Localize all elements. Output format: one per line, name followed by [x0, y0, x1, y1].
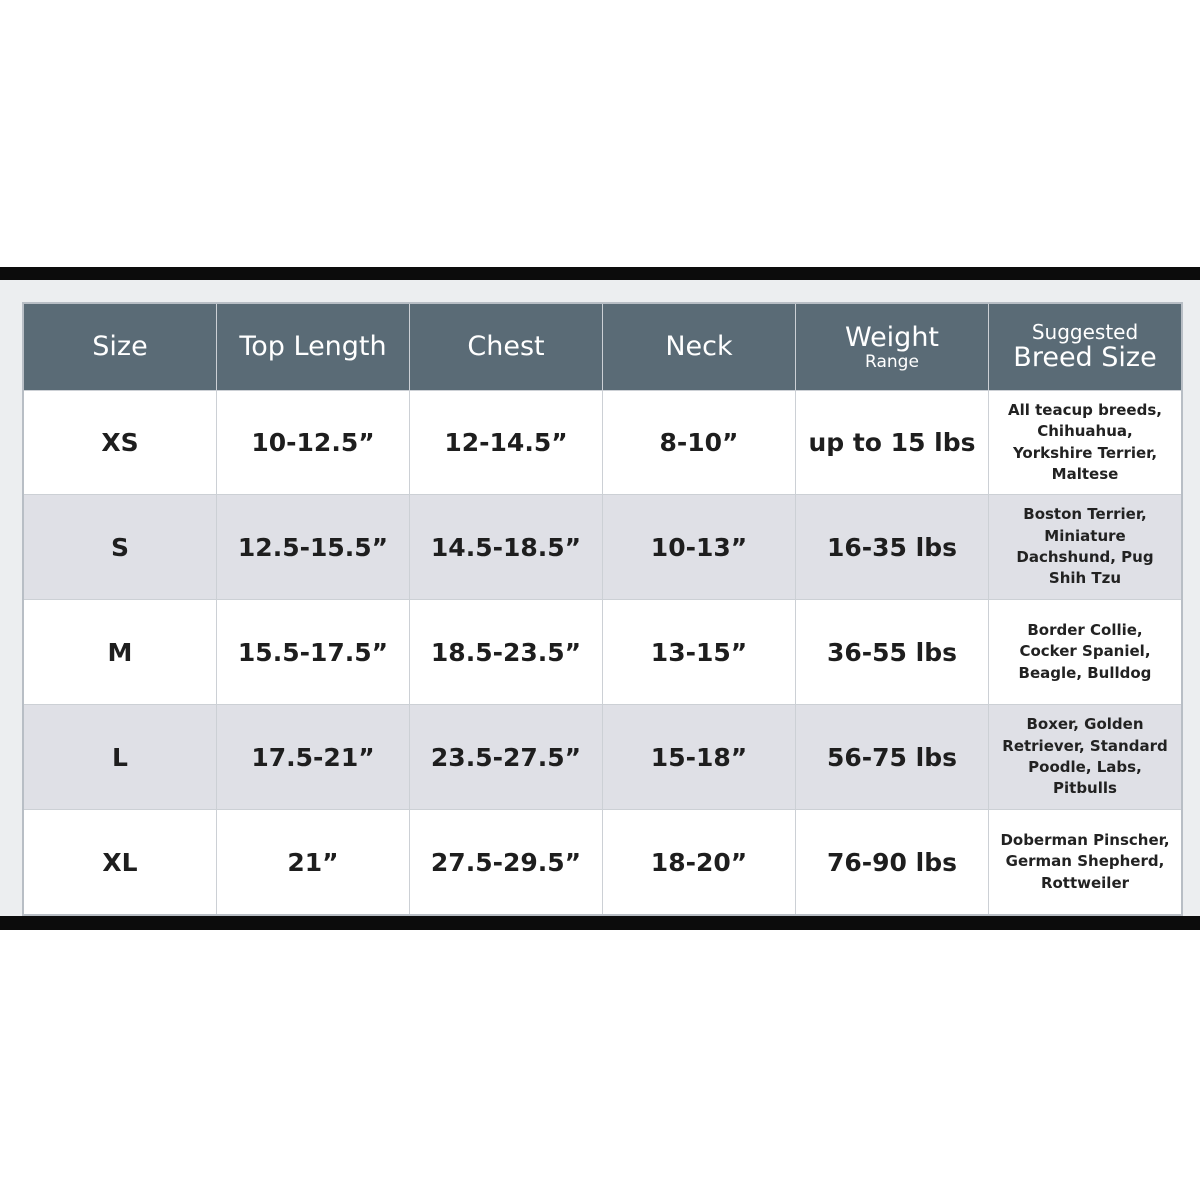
- header-size: [24, 304, 216, 390]
- header-weight-label: Weight: [844, 321, 940, 353]
- size-cell: XL: [24, 810, 216, 914]
- header-range-label: Range: [865, 351, 919, 372]
- breed-cell: All teacup breeds, Chihuahua, Yorkshire Terrier, Maltese: [989, 391, 1181, 494]
- header-top-length-label: Top Length: [239, 331, 387, 363]
- breed-cell: Boxer, Golden Retriever, Standard Poodle, Labs, Pitbulls: [989, 705, 1181, 809]
- size-cell: XS: [24, 391, 216, 494]
- neck-cell: 13-15”: [603, 600, 795, 704]
- header-weight-range: [796, 304, 988, 390]
- chest-cell: 23.5-27.5”: [410, 705, 602, 809]
- chest-cell: 27.5-29.5”: [410, 810, 602, 914]
- weight-cell: 76-90 lbs: [796, 810, 988, 914]
- neck-cell: 10-13”: [603, 495, 795, 599]
- weight-cell: 16-35 lbs: [796, 495, 988, 599]
- header-chest: [410, 304, 602, 390]
- neck-cell: 8-10”: [603, 391, 795, 494]
- top-length-cell: 15.5-17.5”: [217, 600, 409, 704]
- neck-cell: 15-18”: [603, 705, 795, 809]
- size-cell: M: [24, 600, 216, 704]
- size-cell: L: [24, 705, 216, 809]
- top-length-cell: 12.5-15.5”: [217, 495, 409, 599]
- chest-cell: 18.5-23.5”: [410, 600, 602, 704]
- weight-cell: 56-75 lbs: [796, 705, 988, 809]
- header-neck-label: Neck: [665, 331, 733, 363]
- top-length-cell: 21”: [217, 810, 409, 914]
- header-neck: [603, 304, 795, 390]
- header-breed-size: [989, 304, 1181, 390]
- chest-cell: 12-14.5”: [410, 391, 602, 494]
- size-chart-table: [22, 302, 1183, 916]
- header-suggested-label: Suggested: [1031, 320, 1139, 345]
- header-breed-size-label: Breed Size: [1013, 342, 1157, 374]
- bottom-frame-bar: [0, 916, 1200, 930]
- header-size-label: Size: [92, 331, 148, 363]
- top-length-cell: 17.5-21”: [217, 705, 409, 809]
- top-length-cell: 10-12.5”: [217, 391, 409, 494]
- chest-cell: 14.5-18.5”: [410, 495, 602, 599]
- header-chest-label: Chest: [467, 331, 545, 363]
- header-top-length: [217, 304, 409, 390]
- weight-cell: 36-55 lbs: [796, 600, 988, 704]
- top-frame-bar: [0, 267, 1200, 280]
- size-cell: S: [24, 495, 216, 599]
- weight-cell: up to 15 lbs: [796, 391, 988, 494]
- neck-cell: 18-20”: [603, 810, 795, 914]
- breed-cell: Border Collie, Cocker Spaniel, Beagle, Bulldog: [989, 600, 1181, 704]
- breed-cell: Boston Terrier, Miniature Dachshund, Pug Shih Tzu: [989, 495, 1181, 599]
- breed-cell: Doberman Pinscher, German Shepherd, Rottweiler: [989, 810, 1181, 914]
